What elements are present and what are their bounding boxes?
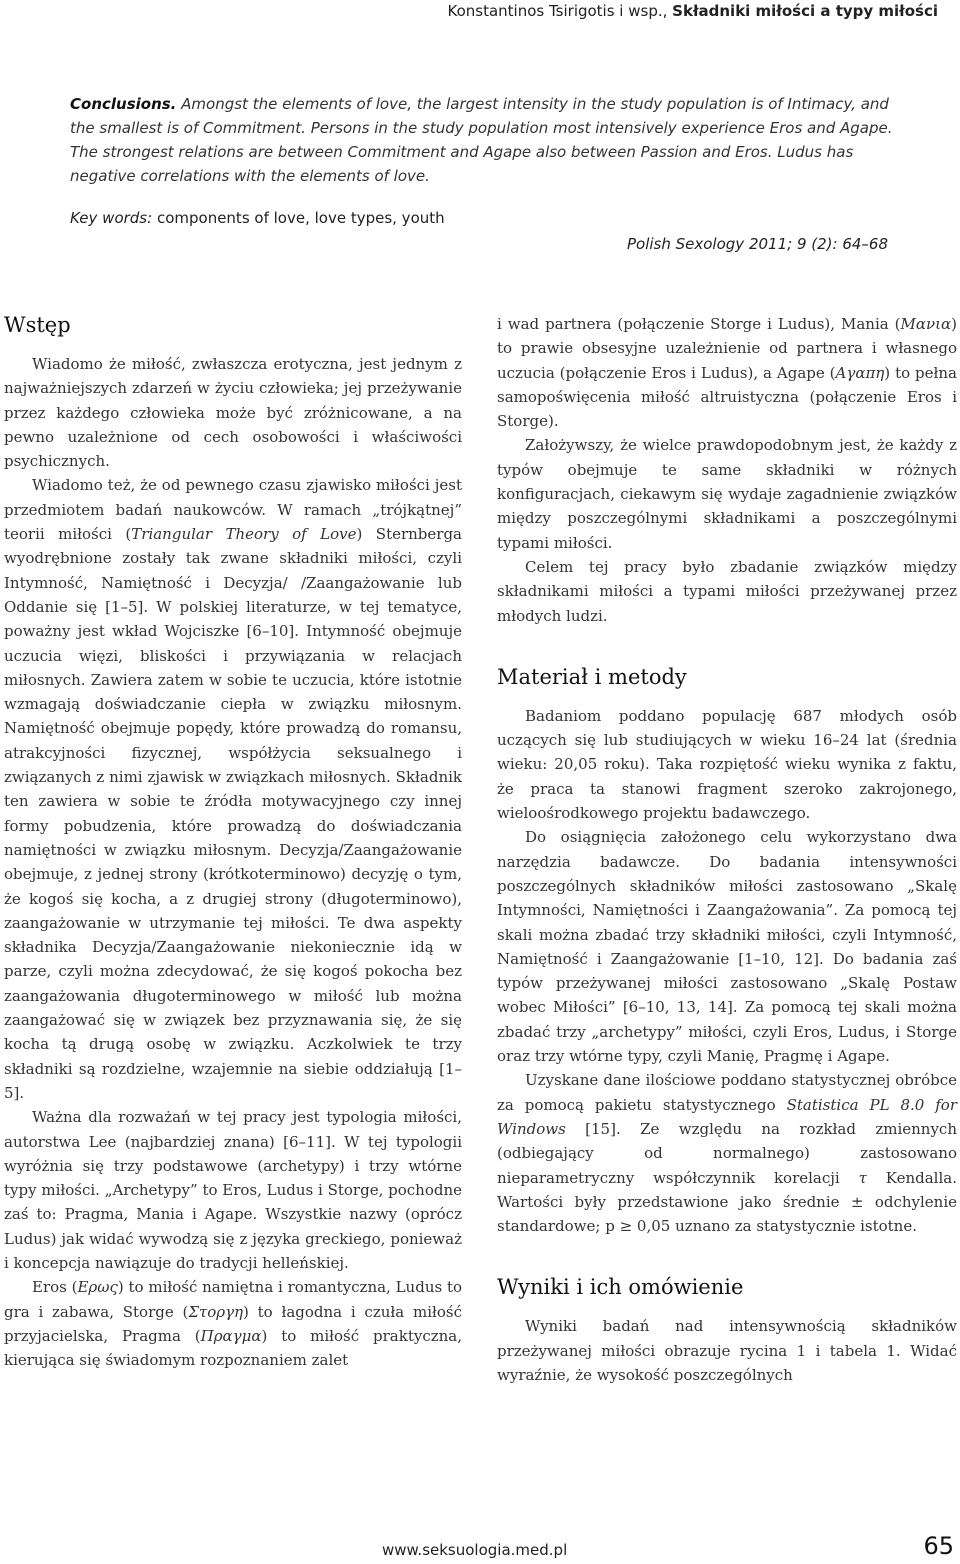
keywords-text: components of love, love types, youth — [152, 209, 445, 227]
paragraph: Ważna dla rozważań w tej pracy jest typologia miłości, autorstwa Lee (najbardziej znana) [6–11]. W tej typologii wyróżnia się trzy podstawowe (archetypy) i trzy wtórne typy miłości. „Archetypy” to Eros, Ludus i Storge, pochodne zaś to: Pragma, Mania i Agape. Wszystkie nazwy (oprócz Ludus) jak widać wywodzą się z języka greckiego, ponieważ i koncepcja nawiązuje do tradycji helleńskiej. — [4, 1108, 462, 1272]
conclusions-label: Conclusions. — [70, 95, 177, 113]
paragraph: Badaniom poddano populację 687 młodych osób uczących się lub studiujących w wieku 16–24 lat (średnia wieku: 20,05 roku). Taka rozpiętość wieku wynika z faktu, że praca ta stanowi fragment szeroko zakrojonego, wieloośrodkowego projektu badawczego. — [497, 706, 957, 823]
left-column — [4, 312, 462, 1372]
header-authors: Konstantinos Tsirigotis i wsp., — [447, 2, 668, 20]
section-heading-material: Materiał i metody — [497, 664, 687, 689]
paragraph: Celem tej pracy było zbadanie związków między składnikami miłości a typami miłości przeżywanej przez młodych ludzi. — [497, 557, 957, 625]
right-column — [497, 312, 957, 1387]
paragraph: Eros (Ερως) to miłość namiętna i romantyczna, Ludus to gra i zabawa, Storge (Στοργη) to łagodna i czuła miłość przyjacielska, Pragma (Πραγμα) to miłość praktyczna, kierująca się świadomym rozpoznaniem zalet — [4, 1278, 463, 1370]
conclusions-text: Amongst the elements of love, the largest intensity in the study population is of Intimacy, and the smallest is of Commitment. Persons in the study population most intensively experience Eros and Agape. The strongest relations are between Commitment and Agape also between Passion and Eros. Ludus has negative correlations with the elements of love. — [70, 95, 893, 185]
paragraph: Uzyskane dane ilościowe poddano statystycznej obróbce za pomocą pakietu statystycznego Statistica PL 8.0 for Windows [15]. Ze względu na rozkład zmiennych (odbiegający od normalnego) zastosowano nieparametryczny współczynnik korelacji τ Kendalla. Wartości były przedstawione jako średnie ± odchylenie standardowe; p ≥ 0,05 uznano za statystycznie istotne. — [497, 1071, 957, 1236]
citation: Polish Sexology 2011; 9 (2): 64–68 — [626, 235, 888, 253]
header-title: Składniki miłości a typy miłości — [672, 2, 938, 20]
keywords — [70, 209, 445, 227]
paragraph: Wiadomo też, że od pewnego czasu zjawisko miłości jest przedmiotem badań naukowców. W ramach „trójkątnej” teorii miłości (Triangular Theory of Love) Sternberga wyodrębnione zostały tak zwane składniki miłości, czyli Intymność, Namiętność i Decyzja/ /Zaangażowanie lub Oddanie się [1–5]. W polskiej literaturze, w tej tematyce, poważny jest wkład Wojciszke [6–10]. Intymność obejmuje uczucia więzi, bliskości i przywiązania w relacjach miłosnych. Zawiera zatem w sobie te uczucia, które istotnie wzmagają doświadczanie ciepła w związku miłosnym. Namiętność obejmuje popędy, które prowadzą do romansu, atrakcyjności fizycznej, współżycia seksualnego i związanych z nimi zjawisk w związkach miłosnych. Składnik ten zawiera w sobie te źródła motywacyjnego czy innej formy pobudzenia, które prowadzą do doświadczania namiętności w związku miłosnym. Decyzja/Zaangażowanie obejmuje, z jednej strony (krótkoterminowo) decyzję o tym, że kogoś się kocha, a z drugiej strony (długoterminowo), zaangażowanie w utrzymanie tej miłości. Te dwa aspekty składnika Decyzja/Zaangażowanie niekoniecznie idą w parze, czyli można zdecydować, że się kogoś pokocha bez zaangażowania długoterminowego w miłość lub można zaangażować się w związek bez przyznawania się, że się kocha tą drugą osobę w związku. Aczkolwiek te trzy składniki są rozdzielne, wzajemnie na siebie oddziałują [1–5]. — [4, 476, 463, 1102]
keywords-label: Key words: — [70, 209, 153, 227]
paragraph: Do osiągnięcia założonego celu wykorzystano dwa narzędzia badawcze. Do badania intensywności poszczególnych składników miłości zastosowano „Skalę Intymności, Namiętności i Zaangażowania”. Za pomocą tej skali można zbadać trzy składniki miłości, czyli Intymność, Namiętność i Zaangażowanie [1–10, 12]. Do badania zaś typów przeżywanej miłości zastosowano „Skalę Postaw wobec Miłości” [6–10, 13, 14]. Za pomocą tej skali można zbadać trzy „archetypy” miłości, czyli Eros, Ludus, i Storge oraz trzy wtórne typy, czyli Manię, Pragmę i Agape. — [497, 828, 957, 1066]
paragraph: Założywszy, że wielce prawdopodobnym jest, że każdy z typów obejmuje te same składniki w różnych konfiguracjach, ciekawym się wydaje zagadnienie związków między poszczególnymi składnikami a poszczególnymi typami miłości. — [497, 436, 957, 552]
page-number: 65 — [923, 1532, 954, 1560]
greek-eros: Ερως — [77, 1278, 118, 1297]
greek-agape: Αγαπη — [835, 363, 885, 382]
section-heading-wyniki: Wyniki i ich omówienie — [497, 1275, 744, 1300]
paragraph: Wiadomo że miłość, zwłaszcza erotyczna, jest jednym z najważniejszych zdarzeń w życiu człowieka; jej przeżywanie przez każdego człowieka może być zróżnicowane, a na pewno uzależnione od cech osobowości i właściwości psychicznych. — [4, 355, 462, 471]
greek-pragma: Πραγμα — [200, 1326, 262, 1345]
paragraph: i wad partnera (połączenie Storge i Ludus), Mania (Μανια) to prawie obsesyjne uzależnienie od partnera i własnego uczucia (połączenie Eros i Ludus), a Agape (Αγαπη) to pełna samopoświęcenia miłość altruistyczna (połączenie Eros i Storge). — [497, 315, 957, 431]
footer-url: www.seksuologia.med.pl — [382, 1541, 568, 1559]
greek-storge: Στοργη — [188, 1302, 244, 1321]
section-heading-wstep: Wstęp — [4, 313, 71, 337]
abstract-conclusions — [70, 92, 900, 188]
paragraph: Wyniki badań nad intensywnością składników przeżywanej miłości obrazuje rycina 1 i tabela 1. Widać wyraźnie, że wysokość poszczególnych — [497, 1317, 957, 1384]
tau-symbol: τ — [858, 1168, 867, 1187]
running-header — [448, 2, 939, 20]
greek-mania: Μανια — [900, 315, 952, 333]
